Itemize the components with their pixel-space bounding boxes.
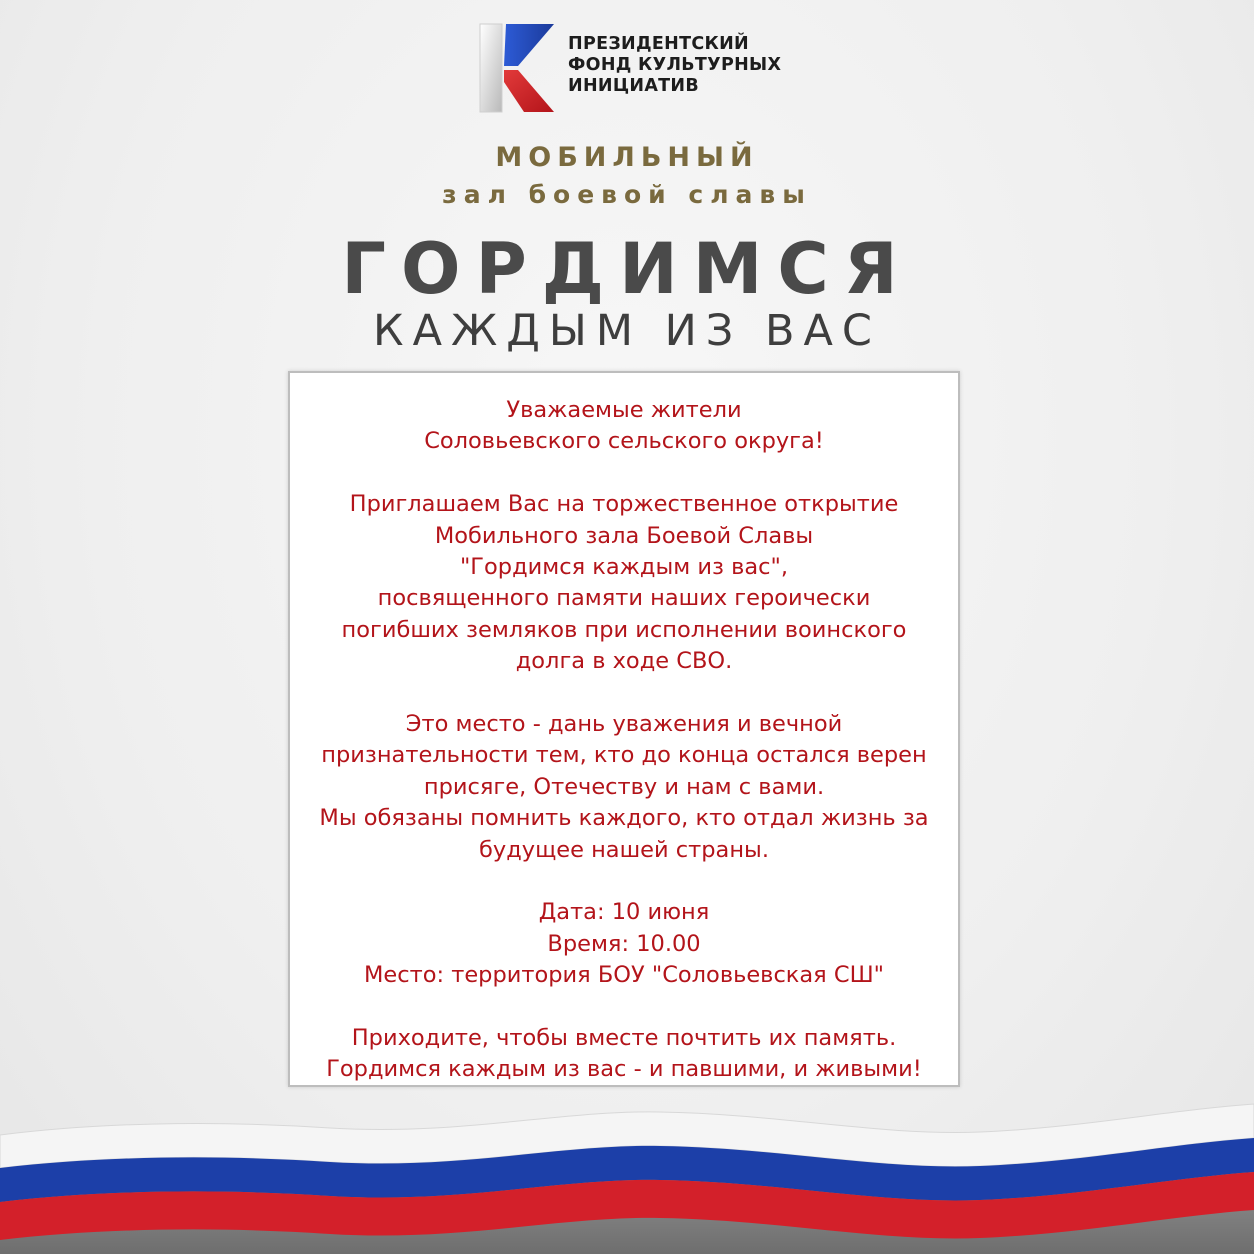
text-line: Приглашаем Вас на торжественное открытие [349, 491, 899, 518]
pfki-logo [478, 22, 782, 114]
event-date: Дата: 10 июня [538, 899, 710, 926]
text-line: Уважаемые жители [506, 397, 742, 423]
text-line: Мы обязаны помнить каждого, кто отдал жизнь за [319, 805, 929, 832]
russian-flag-ribbon [0, 1040, 1254, 1254]
subtitle-hall: зал боевой славы [442, 180, 812, 209]
text-line: Гордимся каждым из вас - и павшими, и живыми! [326, 1056, 922, 1083]
logo-line-1: ПРЕЗИДЕНТСКИЙ [568, 34, 749, 54]
text-line: Мобильного зала Боевой Славы [434, 522, 814, 549]
invite-paragraph [290, 489, 958, 677]
greeting-paragraph [290, 395, 958, 458]
text-line: Соловьевского сельского округа! [424, 428, 824, 455]
text-line: Это место - дань уважения и вечной [405, 711, 843, 738]
event-place: Место: территория БОУ "Соловьевская СШ" [364, 962, 884, 989]
text-line: посвященного памяти наших героически [377, 585, 871, 612]
text-line: "Гордимся каждым из вас", [459, 554, 789, 581]
text-line: долга в ходе СВО. [515, 648, 733, 675]
text-line: Приходите, чтобы вместе почтить их память. [351, 1025, 897, 1052]
logo-line-2: ФОНД КУЛЬТУРНЫХ [568, 55, 782, 75]
details-paragraph [290, 897, 958, 991]
meaning-paragraph [290, 709, 958, 866]
text-line: будущее нашей страны. [479, 836, 769, 863]
subtitle-mobile: МОБИЛЬНЫЙ [495, 142, 759, 173]
logo-line-3: ИНИЦИАТИВ [568, 76, 699, 96]
pfki-k-logo-icon [478, 22, 556, 114]
event-time: Время: 10.00 [547, 930, 701, 957]
text-line: погибших земляков при исполнении воинского [341, 616, 907, 643]
headline-each-of-you: КАЖДЫМ ИЗ ВАС [373, 306, 881, 356]
pfki-logo-text [568, 34, 781, 97]
invitation-card [288, 371, 960, 1087]
text-line: присяге, Отечеству и нам с вами. [423, 773, 825, 800]
headline-proud: ГОРДИМСЯ [341, 228, 913, 310]
invitation-text [290, 395, 958, 1086]
text-line: признательности тем, кто до конца остался верен [321, 742, 927, 769]
